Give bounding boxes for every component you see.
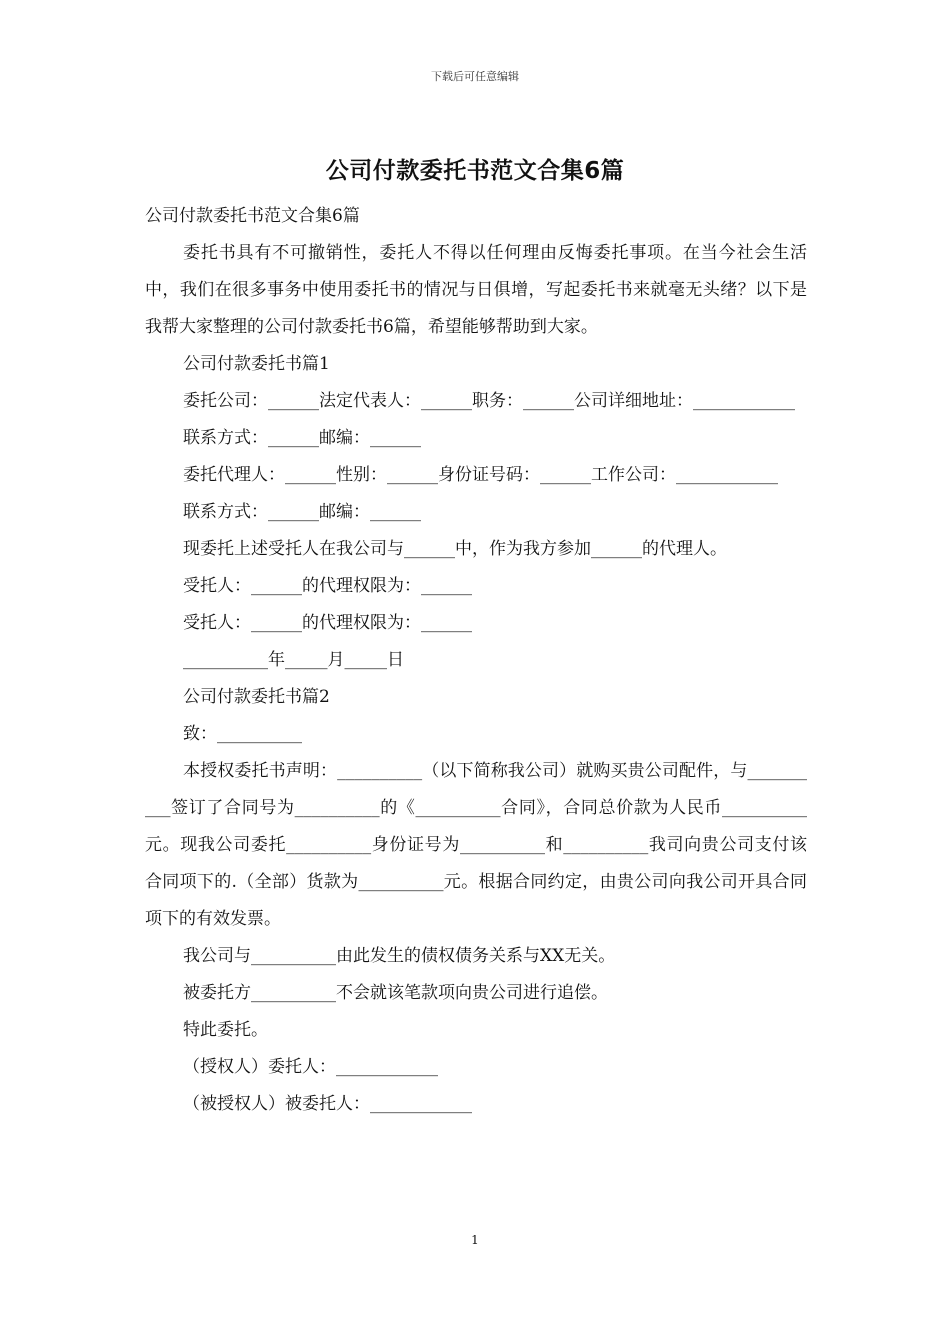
authority-line-1: 受托人：______的代理权限为：______ — [183, 576, 472, 596]
contact-line-2: 联系方式：______邮编：______ — [183, 502, 421, 522]
date-line: __________年_____月_____日 — [183, 650, 404, 670]
principal-signature-line: （授权人）委托人：____________ — [183, 1057, 438, 1077]
document-body — [145, 198, 807, 1123]
section-heading-2: 公司付款委托书篇2 — [183, 687, 330, 707]
subtitle-line: 公司付款委托书范文合集6篇 — [145, 206, 360, 226]
addressee-line: 致：__________ — [183, 724, 302, 744]
page-header: 下载后可任意编辑 — [431, 70, 519, 83]
closing-line: 特此委托。 — [183, 1020, 268, 1040]
section-heading-1: 公司付款委托书篇1 — [183, 354, 330, 374]
principal-company-line: 委托公司：______法定代表人：______职务：______公司详细地址：____________ — [183, 391, 795, 411]
agent-signature-line: （被授权人）被委托人：____________ — [183, 1094, 472, 1114]
no-recourse-line: 被委托方__________不会就该笔款项向贵公司进行追偿。 — [183, 983, 608, 1003]
authorization-paragraph: 本授权委托书声明：__________（以下简称我公司）就购买贵公司配件，与__________签订了合同号为__________的《__________合同》，合同总价款为人民币__________元。现我公司委托__________身份证号为__________和__________我司向贵公司支付该合同项下的.（全部）货款为__________元。根据合同约定，由贵公司向我公司开具合同项下的有效发票。 — [145, 761, 807, 929]
liability-line: 我公司与__________由此发生的债权债务关系与XX无关。 — [183, 946, 616, 966]
page-number: 1 — [471, 1233, 479, 1247]
authority-line-2: 受托人：______的代理权限为：______ — [183, 613, 472, 633]
agent-line: 委托代理人：______性别：______身份证号码：______工作公司：____________ — [183, 465, 778, 485]
contact-line-1: 联系方式：______邮编：______ — [183, 428, 421, 448]
document-title: 公司付款委托书范文合集6篇 — [325, 158, 625, 184]
intro-paragraph: 委托书具有不可撤销性，委托人不得以任何理由反悔委托事项。在当今社会生活中，我们在很多事务中使用委托书的情况与日俱增，写起委托书来就毫无头绪？以下是我帮大家整理的公司付款委托书6篇，希望能够帮助到大家。 — [145, 243, 807, 337]
entrust-statement: 现委托上述受托人在我公司与______中，作为我方参加______的代理人。 — [183, 539, 727, 559]
